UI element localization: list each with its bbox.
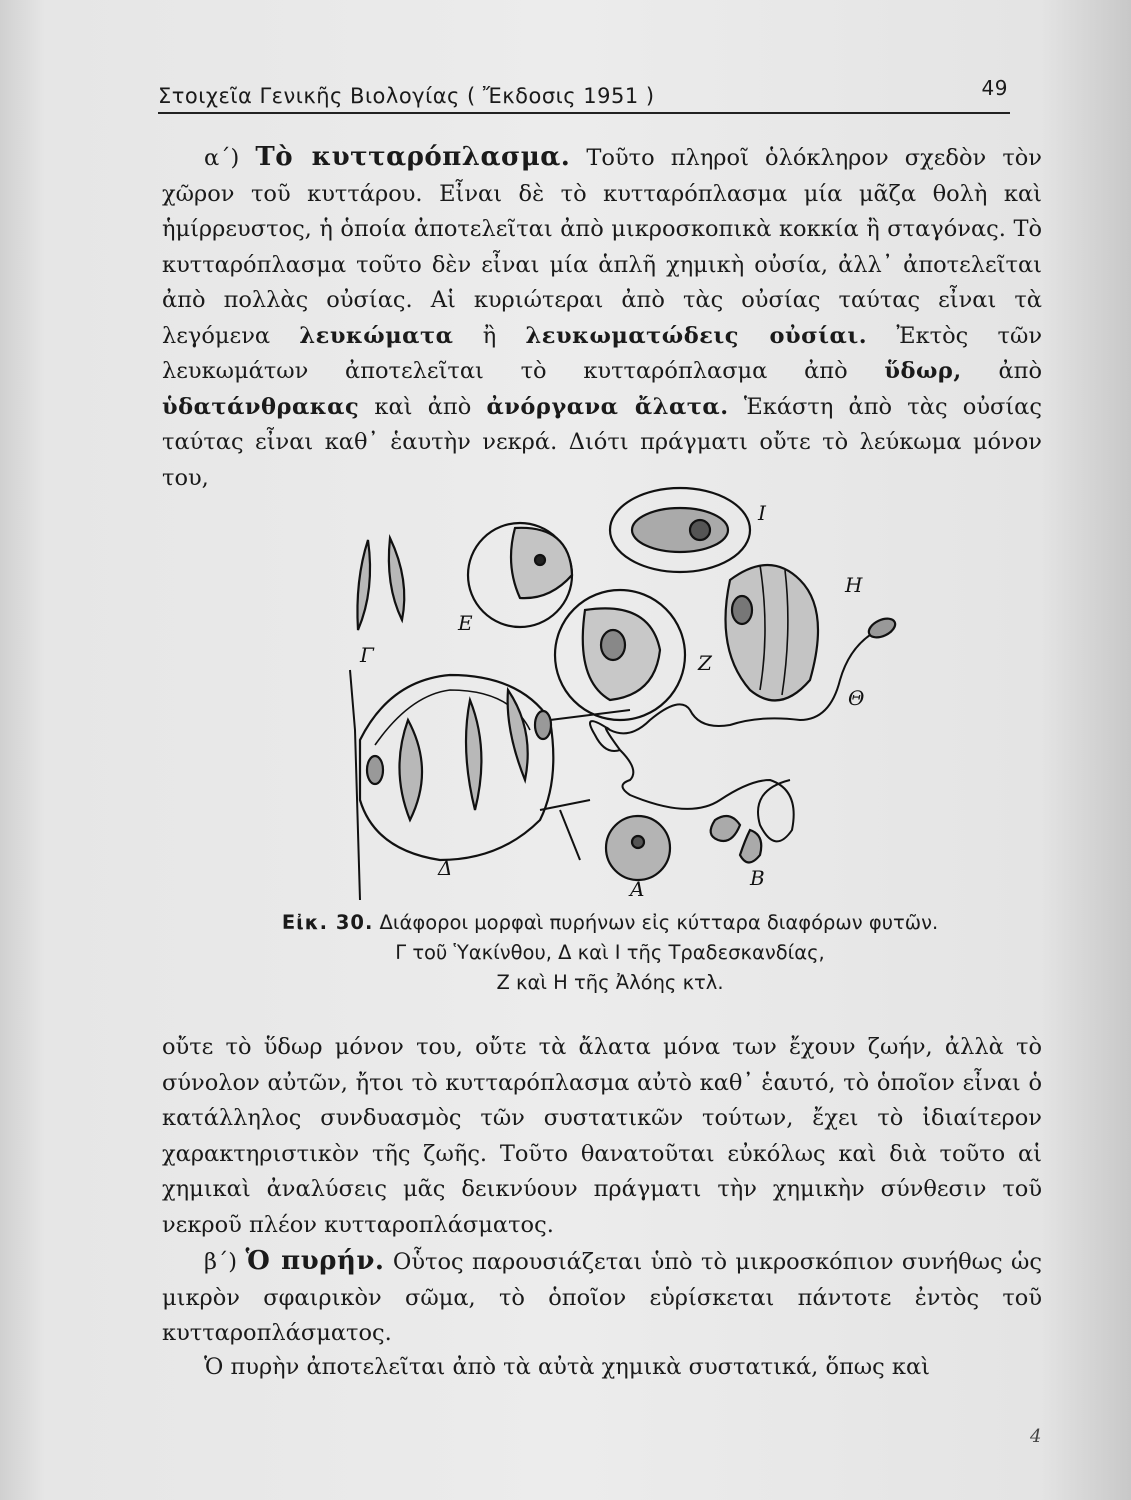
term-hydor: ὕδωρ, [884, 358, 962, 384]
figure-label-delta: Δ [438, 856, 453, 880]
section-heading-nucleus: Ὁ πυρήν. [245, 1246, 385, 1276]
para1-text-1: Τοῦτο πληροῖ ὁλόκληρον σχεδὸν τὸν χῶρον τοῦ κυττάρου. Εἶναι δὲ τὸ κυτταρόπλασμα μία μᾶζα θολὴ καὶ ἡμίρρευστος, ἡ ὁποία ἀποτελεῖται ἀπὸ μικροσκοπικὰ κοκκία ἢ σταγόνας. Τὸ κυτταρόπλασμα τοῦτο δὲν εἶναι μία ἁπλῆ χημικὴ οὐσία, ἀλλ᾽ ἀποτελεῖται ἀπὸ πολλὰς οὐσίας. Αἱ κυριώτεραι ἀπὸ τὰς οὐσίας ταύτας εἶναι τὰ λεγόμενα [162, 145, 1042, 349]
section-heading-cytoplasm: Τὸ κυτταρόπλασμα. [255, 142, 571, 172]
running-title: Στοιχεῖα Γενικῆς Βιολογίας ( Ἔκδοσις 1951 ) [158, 84, 655, 108]
figure-caption [210, 908, 1010, 998]
paragraph-continuation [162, 1030, 1042, 1243]
figure-label-Z: Ζ [698, 651, 712, 675]
term-anorgana-alata: ἀνόργανα ἄλατα. [486, 393, 729, 420]
spindle-gamma-2 [389, 538, 404, 620]
caption-label: Εἰκ. 30. [281, 911, 374, 934]
guard-cell-1 [399, 720, 422, 820]
term-leukomatodeis: λευκωματώδεις οὐσίαι. [525, 322, 868, 349]
paragraph-nucleus [162, 1244, 1042, 1352]
para2-text: οὔτε τὸ ὕδωρ μόνον του, οὔτε τὰ ἄλατα μόνα των ἔχουν ζωήν, ἀλλὰ τὸ σύνολον αὐτῶν, ἤτοι τὸ κυτταρόπλασμα αὐτὸ καθ᾽ ἑαυτό, τὸ ὁποῖον εἶναι ὁ κατάλληλος συνδυασμὸς τῶν συστατικῶν τούτων, ἔχει τὸ ἰδιαίτερον χαρακτηριστικὸν τῆς ζωῆς. Τοῦτο θανατοῦται εὐκόλως καὶ διὰ τοῦτο αἱ χημικαὶ ἀναλύσεις μᾶς δεικνύουν πράγματι τὴν χημικὴν σύνθεσιν τοῦ νεκροῦ πλέον κυτταροπλάσματος. [162, 1034, 1042, 1238]
fragment-B-1 [711, 816, 740, 841]
figure-label-gamma: Γ [360, 643, 374, 667]
figure-label-H: Η [845, 573, 863, 597]
cell-H [726, 565, 819, 700]
para1-text-5: καὶ ἀπὸ [359, 393, 487, 420]
running-header [158, 76, 1010, 114]
spindle-gamma-1 [357, 540, 370, 630]
term-hydatanthrakes: ὑδατάνθρακας [162, 393, 360, 420]
figure-label-E: Ε [458, 611, 473, 635]
paragraph-cytoplasm [162, 140, 1042, 496]
figure-label-B: Β [750, 866, 765, 890]
figure-label-I: Ι [758, 501, 766, 525]
term-leukomata: λευκώματα [299, 322, 454, 349]
paragraph-last [162, 1350, 1042, 1386]
guard-cell-3 [508, 690, 528, 780]
para1-text-2: ἢ [453, 322, 526, 349]
guard-cell-2 [466, 700, 481, 810]
figure-label-theta: Θ [848, 686, 865, 710]
caption-line-3: Ζ καὶ Η τῆς Ἀλόης κτλ. [496, 971, 724, 994]
section-marker-a: α΄) [204, 145, 240, 171]
para1-text-6: Ἑκάστη ἀπὸ τὰς οὐσίας ταύτας εἶναι καθ᾽ ἑαυτὴν νεκρά. Διότι πράγματι οὔτε τὸ λεύκωμα μόνον του, [162, 393, 1042, 491]
para1-text-3: Ἐκτὸς τῶν λευκωμάτων ἀποτελεῖται τὸ κυτταρόπλασμα ἀπὸ [162, 322, 1042, 384]
para1-text-4: ἀπὸ [961, 358, 1042, 384]
figure-30-illustration [330, 480, 930, 900]
caption-line-2: Γ τοῦ Ὑακίνθου, Δ καὶ Ι τῆς Τραδεσκανδίας, [395, 941, 825, 964]
para3-text: Οὗτος παρουσιάζεται ὑπὸ τὸ μικροσκόπιον συνήθως ὡς μικρὸν σφαιρικὸν σῶμα, τὸ ὁποῖον εὑρίσκεται πάντοτε ἐντὸς τοῦ κυτταροπλάσματος. [162, 1249, 1042, 1346]
nucleus-I [632, 508, 728, 552]
page-number: 49 [981, 76, 1008, 100]
para4-text: Ὁ πυρὴν ἀποτελεῖται ἀπὸ τὰ αὐτὰ χημικὰ συστατικά, ὅπως καὶ [204, 1354, 930, 1380]
fragment-B-2 [740, 830, 761, 863]
printer-signature: 4 [1030, 1426, 1042, 1447]
figure-label-A: Α [630, 877, 645, 900]
section-marker-b: β΄) [204, 1249, 238, 1275]
caption-line-1: Εἰκ. 30. Διάφοροι μορφαὶ πυρήνων εἰς κύτταρα διαφόρων φυτῶν. [281, 911, 939, 934]
